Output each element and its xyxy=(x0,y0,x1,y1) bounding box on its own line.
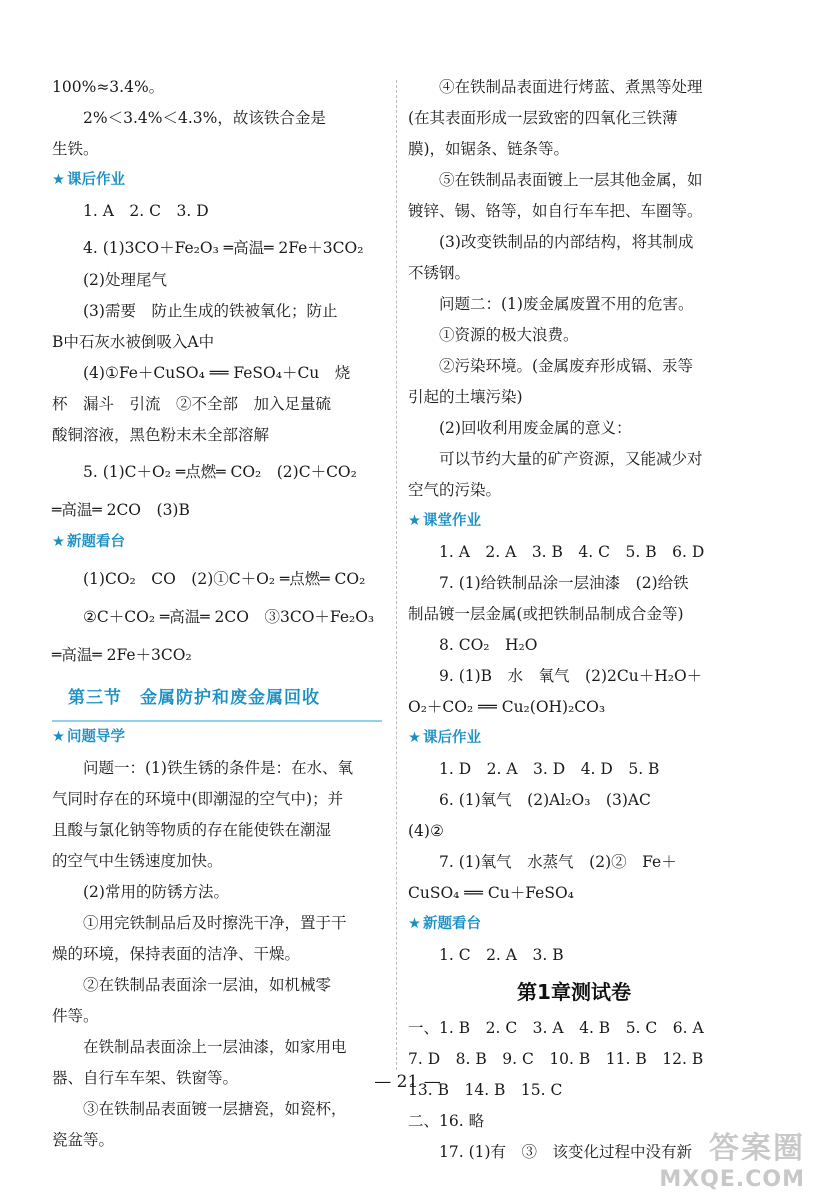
text-line: 7. (1)给铁制品涂一层油漆 (2)给铁 xyxy=(439,574,689,592)
text-line: 不锈钢。 xyxy=(408,264,471,282)
star-icon: ★ xyxy=(408,513,421,529)
text-line: 镀锌、锡、铬等，如自行车车把、车圈等。 xyxy=(408,202,703,220)
star-icon: ★ xyxy=(52,172,65,188)
text-line: (4)①Fe＋CuSO₄ ══ FeSO₄＋Cu 烧 xyxy=(83,364,351,382)
text-line: (在其表面形成一层致密的四氧化三铁薄 xyxy=(408,109,678,127)
text-line: (4)② xyxy=(408,822,444,840)
text-line: 瓷盆等。 xyxy=(52,1131,115,1149)
text-line: 件等。 xyxy=(52,1007,99,1025)
heading-label: 新题看台 xyxy=(423,916,481,932)
text-line: ②在铁制品表面涂一层油，如机械零 xyxy=(83,976,332,994)
text-line: 膜)，如锯条、链条等。 xyxy=(408,140,570,158)
text-line: ②C＋CO₂ ═高温═ 2CO ③3CO＋Fe₂O₃ xyxy=(83,608,375,626)
text-line: 器、自行车车架、铁窗等。 xyxy=(52,1069,239,1087)
text-line: 7. D 8. B 9. C 10. B 11. B 12. B xyxy=(408,1050,704,1068)
text-line: 6. (1)氧气 (2)Al₂O₃ (3)AC xyxy=(439,791,651,809)
text-line: 1. C 2. A 3. B xyxy=(439,946,564,964)
chapter-title: 第1章测试卷 xyxy=(517,980,631,1004)
text-line: 8. CO₂ H₂O xyxy=(439,636,538,654)
section-heading xyxy=(52,722,382,753)
text-line: 1. A 2. A 3. B 4. C 5. B 6. D xyxy=(439,543,705,561)
text-line: O₂＋CO₂ ══ Cu₂(OH)₂CO₃ xyxy=(408,698,606,716)
text-line: 的空气中生锈速度加快。 xyxy=(52,852,223,870)
text-line: 气同时存在的环境中(即潮湿的空气中)；并 xyxy=(52,790,344,808)
text-line: 13. B 14. B 15. C xyxy=(408,1081,563,1099)
section-heading xyxy=(408,723,740,754)
column-divider xyxy=(396,80,397,1070)
text-line: 杯 漏斗 引流 ②不全部 加入足量硫 xyxy=(52,395,332,413)
text-line: (2)回收利用废金属的意义： xyxy=(439,419,632,437)
text-line: (3)改变铁制品的内部结构，将其制成 xyxy=(439,233,694,251)
text-line: ①用完铁制品后及时擦洗干净，置于干 xyxy=(83,914,347,932)
text-line: 酸铜溶液，黑色粉末未全部溶解 xyxy=(52,426,270,444)
heading-label: 问题导学 xyxy=(67,729,125,745)
text-line: 4. (1)3CO＋Fe₂O₃ ═高温═ 2Fe＋3CO₂ xyxy=(83,239,364,257)
text-line: 问题一：(1)铁生锈的条件是：在水、氧 xyxy=(83,759,353,777)
heading-label: 课堂作业 xyxy=(423,513,481,529)
text-line: 燥的环境，保持表面的洁净、干燥。 xyxy=(52,945,301,963)
text-line: ③在铁制品表面镀一层搪瓷，如瓷杯， xyxy=(83,1100,347,1118)
text-line: (2)常用的防锈方法。 xyxy=(83,883,229,901)
text-line: 空气的污染。 xyxy=(408,481,502,499)
text-line: 制品镀一层金属(或把铁制品制成合金等) xyxy=(408,605,684,623)
text-line: 1. A 2. C 3. D xyxy=(83,202,209,220)
text-line: 在铁制品表面涂上一层油漆，如家用电 xyxy=(83,1038,347,1056)
text-line: 且酸与氯化钠等物质的存在能使铁在潮湿 xyxy=(52,821,332,839)
heading-label: 课后作业 xyxy=(423,730,481,746)
text-line: 引起的土壤污染) xyxy=(408,388,523,406)
section-heading xyxy=(408,909,740,940)
watermark-url: MXQE.COM xyxy=(659,1167,805,1192)
star-icon: ★ xyxy=(408,730,421,746)
watermark-logo-text: 答案圈 xyxy=(709,1131,805,1166)
text-line: 问题二：(1)废金属废置不用的危害。 xyxy=(439,295,694,313)
section-title: 第三节 金属防护和废金属回收 xyxy=(52,676,382,722)
text-line: ④在铁制品表面进行烤蓝、煮黑等处理 xyxy=(439,78,703,96)
star-icon: ★ xyxy=(52,729,65,745)
text-line: B中石灰水被倒吸入A中 xyxy=(52,333,215,351)
text-line: (1)CO₂ CO (2)①C＋O₂ ═点燃═ CO₂ xyxy=(83,570,366,588)
text-line: 1. D 2. A 3. D 4. D 5. B xyxy=(439,760,660,778)
text-line: ═高温═ 2CO (3)B xyxy=(52,501,190,519)
text-line: 9. (1)B 水 氧气 (2)2Cu＋H₂O＋ xyxy=(439,667,703,685)
text-line: 生铁。 xyxy=(52,140,99,158)
text-line: 5. (1)C＋O₂ ═点燃═ CO₂ (2)C＋CO₂ xyxy=(83,463,357,481)
text-line: 2%＜3.4%＜4.3%，故该铁合金是 xyxy=(83,109,326,127)
left-column xyxy=(52,72,382,1156)
text-line: 7. (1)氧气 水蒸气 (2)② Fe＋ xyxy=(439,853,677,871)
section-heading xyxy=(408,506,740,537)
text-line: (2)处理尾气 xyxy=(83,271,167,289)
text-line: CuSO₄ ══ Cu＋FeSO₄ xyxy=(408,884,574,902)
site-watermark xyxy=(659,1123,805,1192)
text-line: 一、1. B 2. C 3. A 4. B 5. C 6. A xyxy=(408,1019,704,1037)
right-column xyxy=(408,72,740,1168)
text-line: (3)需要 防止生成的铁被氧化；防止 xyxy=(83,302,338,320)
text-line: ═高温═ 2Fe＋3CO₂ xyxy=(52,646,192,664)
text-line: 17. (1)有 ③ 该变化过程中没有新 xyxy=(439,1143,693,1161)
star-icon: ★ xyxy=(52,534,65,550)
page-number: — 21 — xyxy=(374,1072,441,1092)
text-line: ①资源的极大浪费。 xyxy=(439,326,579,344)
heading-label: 课后作业 xyxy=(67,172,125,188)
section-heading xyxy=(52,165,382,196)
text-line: 可以节约大量的矿产资源，又能减少对 xyxy=(439,450,703,468)
section-heading xyxy=(52,527,382,558)
text-line: 100%≈3.4%。 xyxy=(52,78,165,96)
text-line: ⑤在铁制品表面镀上一层其他金属，如 xyxy=(439,171,703,189)
star-icon: ★ xyxy=(408,916,421,932)
text-line: ②污染环境。(金属废弃形成镉、汞等 xyxy=(439,357,694,375)
heading-label: 新题看台 xyxy=(67,534,125,550)
text-line: 二、16. 略 xyxy=(408,1112,485,1130)
